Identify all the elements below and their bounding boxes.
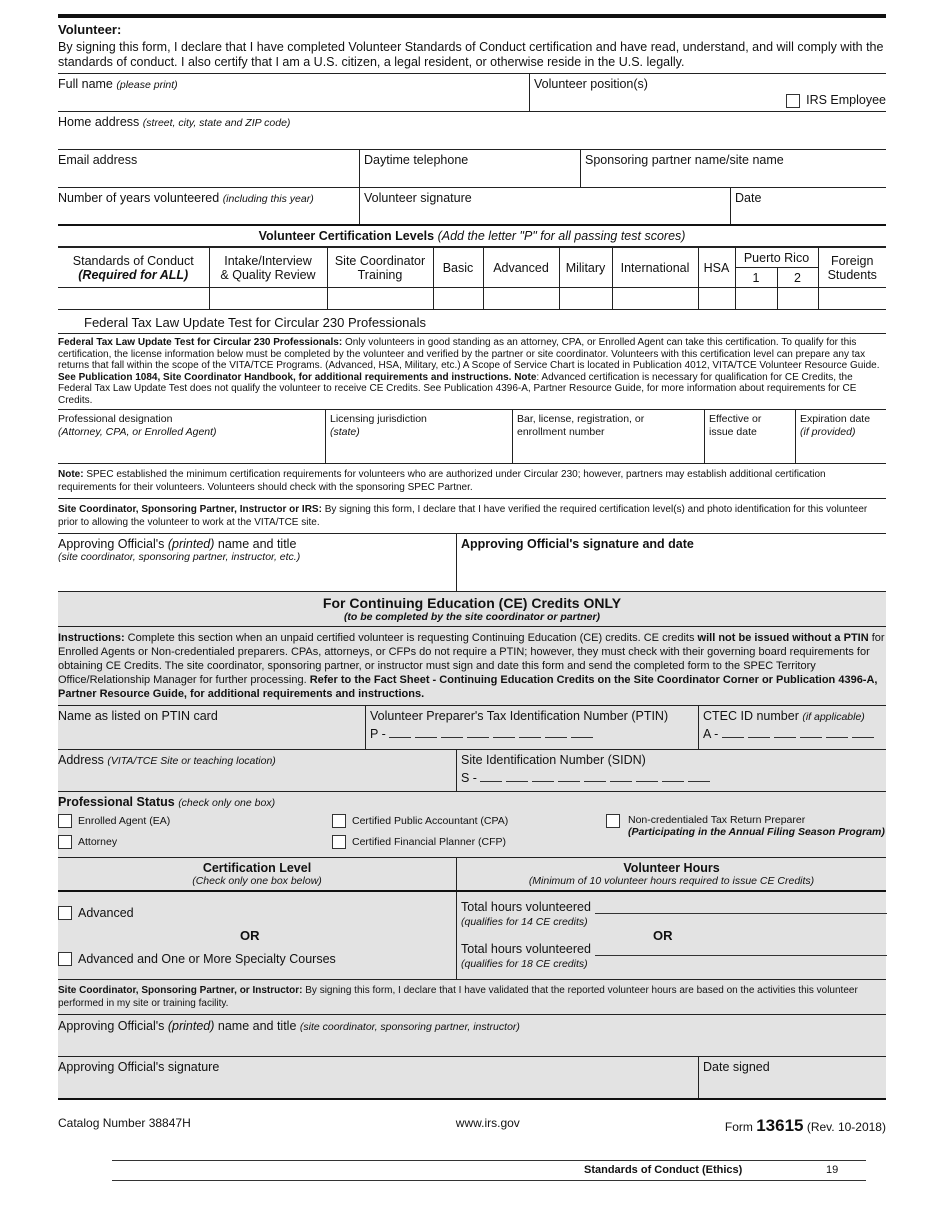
- ce-adv-specialty-option[interactable]: Advanced and One or More Specialty Courses: [58, 952, 336, 967]
- ce-title: For Continuing Education (CE) Credits ONLY: [322, 595, 622, 611]
- site-coord-header: Site Coordinator Training: [327, 248, 433, 288]
- form-footer: [58, 1116, 886, 1136]
- prof-designation-field[interactable]: Professional designation (Attorney, CPA, or Enrolled Agent): [58, 413, 217, 438]
- home-address-hint: (street, city, state and ZIP code): [142, 117, 291, 129]
- full-name-field[interactable]: [58, 74, 529, 111]
- site-coord-score-cell[interactable]: [327, 288, 433, 310]
- page-footer: [112, 1160, 866, 1181]
- attorney-checkbox[interactable]: [58, 835, 72, 849]
- irs-website: www.irs.gov: [455, 1116, 520, 1130]
- noncred-checkbox[interactable]: [606, 814, 620, 828]
- soc-header: Standards of Conduct (Required for ALL): [58, 248, 209, 288]
- pr-2-score-cell[interactable]: [777, 288, 818, 310]
- irs-employee-label: IRS Employee: [806, 93, 886, 107]
- ea-checkbox[interactable]: [58, 814, 72, 828]
- ftl-test-field[interactable]: [58, 310, 886, 334]
- pr-2-header: 2: [777, 268, 818, 288]
- cert-levels-title: Volunteer Certification Levels: [258, 229, 435, 243]
- international-score-cell[interactable]: [612, 288, 698, 310]
- cert-levels-hint: (Add the letter "P" for all passing test scores): [437, 229, 686, 243]
- ce-or-left: OR: [240, 927, 260, 943]
- military-score-cell[interactable]: [559, 288, 612, 310]
- cpa-option[interactable]: Certified Public Accountant (CPA): [332, 814, 508, 828]
- ce-advanced-option[interactable]: Advanced: [58, 906, 134, 921]
- soc-score-cell[interactable]: [58, 288, 209, 310]
- years-hint: (including this year): [222, 193, 314, 205]
- ce-subtitle: (to be completed by the site coordinator or partner): [343, 611, 601, 623]
- ce-instructions: Instructions: Complete this section when an unpaid certified volunteer is requesting Continuing Education (CE) credits. CE credits will not be issued without a PTIN for Enrolled Agents or Non-credentialed preparers. CPAs, attorneys, or CFPs do not require a PTIN; however, they must check with their governing board requirements for obtaining CE Credits. The site coordinator, sponsoring partner, or instructor must sign and date this form and send the completed form to the SPEC Territory Office/Relationship Manager for further processing. Refer to the Fact Sheet - Continuing Education Credits on the Site Coordinator Corner or Publication 4396-A, Partner Resource Guide, for additional requirements and instructions.: [58, 627, 886, 706]
- catalog-number: Catalog Number 38847H: [58, 1116, 191, 1130]
- pr-1-score-cell[interactable]: [735, 288, 777, 310]
- ce-official-name-field[interactable]: Approving Official's (printed) name and title (site coordinator, sponsoring partner, instructor): [58, 1015, 886, 1057]
- ce-address-field[interactable]: Address (VITA/TCE Site or teaching location): [58, 752, 276, 767]
- ptin-field[interactable]: Volunteer Preparer's Tax Identification Number (PTIN) P -: [365, 706, 698, 749]
- volunteer-signature-field[interactable]: [359, 188, 730, 224]
- form-13615-page: [58, 14, 886, 1100]
- hours-18-field[interactable]: Total hours volunteered (qualifies for 18 CE credits): [461, 942, 887, 971]
- intake-score-cell[interactable]: [209, 288, 327, 310]
- years-volunteered-field[interactable]: [58, 188, 359, 224]
- sponsoring-partner-label: Sponsoring partner name/site name: [585, 153, 784, 167]
- full-name-label: Full name: [58, 77, 113, 91]
- volunteer-section: [58, 18, 886, 74]
- form-number: Form 13615 (Rev. 10-2018): [724, 1116, 886, 1135]
- cfp-checkbox[interactable]: [332, 835, 346, 849]
- hsa-header: HSA: [698, 248, 735, 288]
- position-label: Volunteer position(s): [534, 77, 648, 91]
- ea-option[interactable]: Enrolled Agent (EA): [58, 814, 170, 828]
- advanced-header: Advanced: [483, 248, 559, 288]
- signature-label: Volunteer signature: [364, 191, 472, 205]
- daytime-phone-field[interactable]: [359, 150, 580, 187]
- volunteer-date-field[interactable]: [730, 188, 886, 224]
- sidn-field[interactable]: Site Identification Number (SIDN) S -: [456, 750, 886, 791]
- ftl-test-label: Federal Tax Law Update Test for Circular 230 Professionals: [84, 315, 427, 330]
- licensing-jurisdiction-field[interactable]: Licensing jurisdiction (state): [325, 410, 512, 463]
- ftl-paragraph: Federal Tax Law Update Test for Circular 230 Professionals: Only volunteers in good standing as an attorney, CPA, or Enrolled Agent can take this certification. To qualify for this certification, the license information below must be completed by the volunteer and verified by the partner or site coordinator. Volunteers with this certification level can prepare any tax returns that fall within the scope of the VITA/TCE Programs. (Advanced, HSA, Military, etc.) A Scope of Service Chart is located in Publication 4012, VITA/TCE Volunteer Resource Guide. See Publication 1084, Site Coordinator Handbook, for additional requirements and instructions. Note: Advanced certification is necessary for qualification for CE Credits, the Federal Tax Law Update Test does not qualify the volunteer to receive CE Credits. See Publication 4396-A, Partner Resource Guide, for more information about requirements for CE Credits.: [58, 337, 880, 406]
- prof-status-section: Professional Status (check only one box) Enrolled Agent (EA) Attorney Certified Public Accountant (CPA) Certified Financial Planner (CFP) Non-credentialed Tax Return Preparer (Participating in the Annual Filing Season Program): [58, 792, 886, 858]
- email-field[interactable]: [58, 150, 359, 187]
- ce-adv-specialty-checkbox[interactable]: [58, 952, 72, 966]
- noncred-option[interactable]: Non-credentialed Tax Return Preparer (Participating in the Annual Filing Season Program): [606, 814, 886, 839]
- date-label: Date: [735, 191, 762, 205]
- intake-header: Intake/Interview & Quality Review: [209, 248, 327, 288]
- verify-official-signature-field[interactable]: Approving Official's signature and date: [456, 534, 886, 591]
- volunteer-heading: Volunteer:: [58, 22, 122, 37]
- expiration-date-field[interactable]: Expiration date (if provided): [795, 410, 886, 463]
- hours-14-field[interactable]: Total hours volunteered (qualifies for 14 CE credits): [461, 900, 887, 929]
- ce-header: [58, 591, 886, 627]
- puerto-rico-header: Puerto Rico: [735, 248, 818, 268]
- basic-score-cell[interactable]: [433, 288, 483, 310]
- full-name-hint: (please print): [116, 79, 178, 91]
- email-label: Email address: [58, 153, 138, 167]
- military-header: Military: [559, 248, 612, 288]
- cert-levels-table: [58, 247, 886, 310]
- verify-declaration: Site Coordinator, Sponsoring Partner, Instructor or IRS: By signing this form, I declare that I have verified the required certification level(s) and photo identification for this volunteer prior to allowing the volunteer to work at the VITA/TCE site.: [58, 499, 886, 534]
- irs-employee-checkbox[interactable]: [786, 94, 800, 108]
- page-footer-title: Standards of Conduct (Ethics): [584, 1164, 743, 1176]
- ce-hours-fields: [456, 892, 886, 979]
- ce-cert-level-options: [58, 892, 456, 979]
- foreign-students-header: Foreign Students: [818, 248, 886, 288]
- ce-hours-header: Volunteer Hours (Minimum of 10 volunteer hours required to issue CE Credits): [456, 858, 886, 890]
- ce-or-right: OR: [653, 927, 673, 943]
- advanced-score-cell[interactable]: [483, 288, 559, 310]
- verify-official-name-field[interactable]: Approving Official's (printed) name and title (site coordinator, sponsoring partner, instructor, etc.): [58, 537, 301, 563]
- hsa-score-cell[interactable]: [698, 288, 735, 310]
- ce-date-signed-field[interactable]: Date signed: [698, 1057, 886, 1098]
- home-address-label: Home address: [58, 115, 140, 129]
- ce-advanced-checkbox[interactable]: [58, 906, 72, 920]
- years-label: Number of years volunteered: [58, 191, 220, 205]
- cfp-option[interactable]: Certified Financial Planner (CFP): [332, 835, 506, 849]
- position-field[interactable]: [529, 74, 886, 111]
- sponsoring-partner-field[interactable]: [580, 150, 886, 187]
- attorney-option[interactable]: Attorney: [58, 835, 117, 849]
- ctec-field[interactable]: CTEC ID number (if applicable) A -: [698, 706, 886, 749]
- international-header: International: [612, 248, 698, 288]
- volunteer-declaration: By signing this form, I declare that I have completed Volunteer Standards of Conduct certification and have read, understand, and will comply with the standards of conduct. I also certify that I am a U.S. citizen, a legal resident, or otherwise reside in the U.S. legally.: [58, 40, 886, 74]
- bar-license-field[interactable]: Bar, license, registration, or enrollment number: [512, 410, 704, 463]
- effective-date-field[interactable]: Effective or issue date: [704, 410, 795, 463]
- pr-1-header: 1: [735, 268, 777, 288]
- cert-levels-header: [58, 226, 886, 247]
- basic-header: Basic: [433, 248, 483, 288]
- ce-official-signature-field[interactable]: Approving Official's signature: [58, 1059, 220, 1074]
- page-number: 19: [826, 1164, 839, 1176]
- ce-validate-declaration: Site Coordinator, Sponsoring Partner, or Instructor: By signing this form, I declare that I have validated that the reported volunteer hours are based on the activities this volunteer performed in my site or training facility.: [58, 980, 886, 1015]
- ptin-name-field[interactable]: Name as listed on PTIN card: [58, 708, 218, 723]
- ce-cert-level-header: Certification Level (Check only one box below): [192, 860, 322, 887]
- home-address-field[interactable]: [58, 112, 886, 149]
- foreign-score-cell[interactable]: [818, 288, 886, 310]
- spec-note: Note: SPEC established the minimum certification requirements for volunteers who are authorized under Circular 230; however, partners may establish additional certification requirements for their volunteers. Volunteers should check with the sponsoring SPEC Partner.: [58, 464, 886, 499]
- cpa-checkbox[interactable]: [332, 814, 346, 828]
- daytime-phone-label: Daytime telephone: [364, 153, 469, 167]
